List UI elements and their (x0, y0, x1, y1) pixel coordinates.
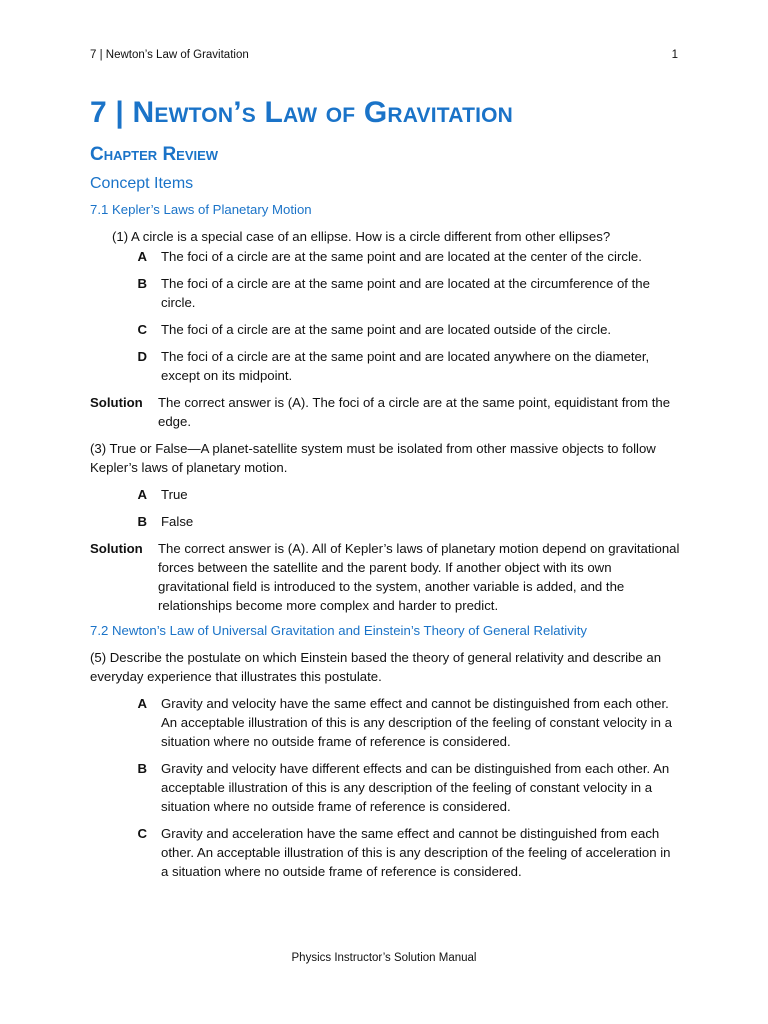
chapter-review-heading: Chapter Review (90, 144, 219, 165)
question-1-prompt: (1) A circle is a special case of an ellipse. How is a circle different from other ellipses? (112, 229, 611, 244)
answer-option (90, 274, 680, 312)
chapter-title: 7 | Newton’s Law of Gravitation (90, 96, 514, 129)
option-letter: A (137, 696, 147, 711)
option-letter: B (137, 276, 147, 291)
answer-option (90, 347, 680, 385)
running-title: 7 | Newton’s Law of Gravitation (90, 49, 249, 61)
section-heading: 7.2 Newton’s Law of Universal Gravitation and Einstein’s Theory of General Relativity (90, 623, 587, 638)
running-header (90, 49, 678, 61)
solution-label: Solution (90, 541, 143, 556)
page-footer: Physics Instructor’s Solution Manual (291, 952, 477, 964)
answer-option (90, 485, 680, 504)
option-letter: A (137, 487, 147, 502)
main-content (90, 96, 680, 889)
option-text: False (161, 514, 194, 529)
option-text: The foci of a circle are at the same point and are located outside of the circle. (161, 322, 612, 337)
solution-block (90, 393, 680, 431)
concept-items-heading: Concept Items (90, 175, 194, 192)
option-text: The foci of a circle are at the same point and are located anywhere on the diameter, except on its midpoint. (161, 349, 650, 383)
answer-option (90, 824, 680, 881)
answer-option (90, 247, 680, 266)
option-letter: D (137, 349, 147, 364)
answer-option (90, 320, 680, 339)
option-letter: C (137, 322, 147, 337)
option-letter: B (137, 514, 147, 529)
answer-option (90, 694, 680, 751)
page-number: 1 (671, 49, 678, 61)
option-text: The foci of a circle are at the same point and are located at the center of the circle. (161, 249, 642, 264)
option-text: Gravity and velocity have the same effect and cannot be distinguished from each other. An acceptable illustration of this is any description of the feeling of constant velocity in a situation where no outside frame of reference is considered. (161, 696, 672, 749)
question-3-prompt: (3) True or False—A planet-satellite system must be isolated from other massive objects to follow Kepler’s laws of planetary motion. (90, 441, 656, 475)
section-heading: 7.1 Kepler’s Laws of Planetary Motion (90, 202, 312, 217)
solution-text: The correct answer is (A). All of Kepler’s laws of planetary motion depend on gravitational forces between the satellite and the parent body. If another object with its own gravitational field is introduced to the system, another variable is added, and the relationships become more complex and harder to predict. (158, 541, 680, 613)
solution-label: Solution (90, 395, 143, 410)
answer-option (90, 759, 680, 816)
option-text: The foci of a circle are at the same point and are located at the circumference of the circle. (161, 276, 650, 310)
answer-option (90, 512, 680, 531)
question-5-prompt: (5) Describe the postulate on which Einstein based the theory of general relativity and describe an everyday experience that illustrates this postulate. (90, 650, 662, 684)
option-letter: A (137, 249, 147, 264)
option-letter: B (137, 761, 147, 776)
option-text: True (161, 487, 188, 502)
option-text: Gravity and acceleration have the same effect and cannot be distinguished from each other. An acceptable illustration of this is any description of the feeling of acceleration in a situation where no outside frame of reference is considered. (161, 826, 671, 879)
solution-block (90, 539, 680, 615)
option-text: Gravity and velocity have different effects and can be distinguished from each other. An acceptable illustration of this is any description of the feeling of constant velocity in a situation where no outside frame of reference is considered. (161, 761, 670, 814)
option-letter: C (137, 826, 147, 841)
solution-text: The correct answer is (A). The foci of a circle are at the same point, equidistant from the edge. (158, 395, 671, 429)
